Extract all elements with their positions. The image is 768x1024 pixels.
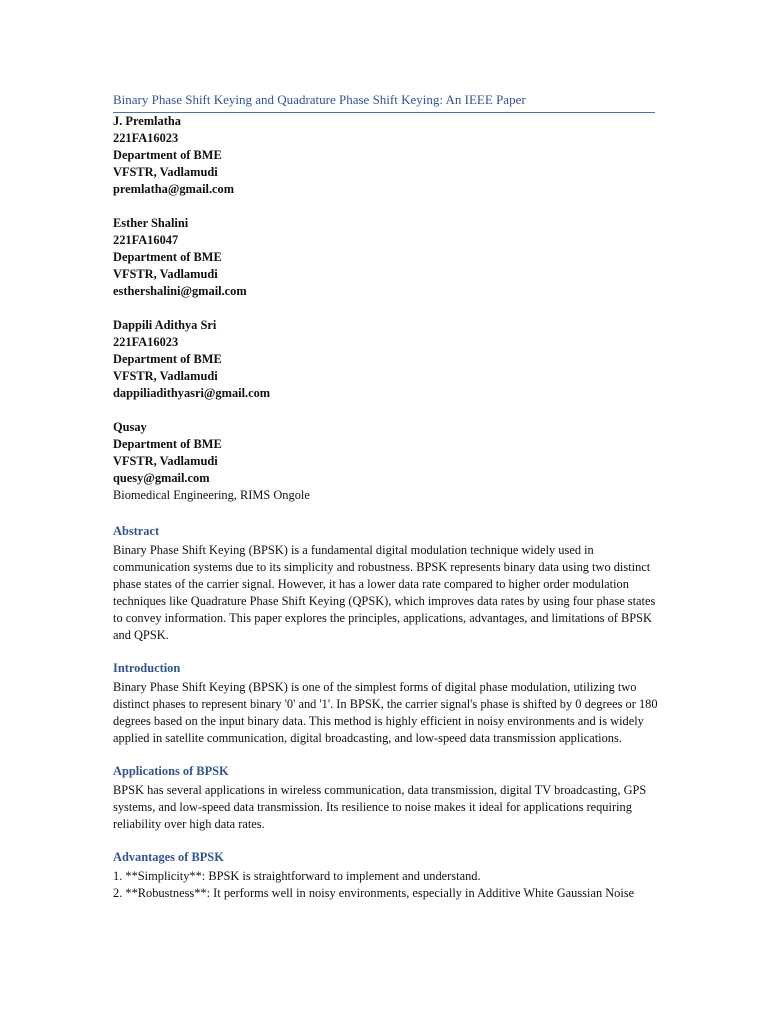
author-email: quesy@gmail.com (113, 471, 210, 485)
paper-body (113, 522, 661, 917)
author-id: 221FA16023 (113, 131, 179, 145)
author-id: 221FA16047 (113, 233, 179, 247)
author-department: Department of BME (113, 250, 222, 264)
list-item: 2. **Robustness**: It performs well in noisy environments, especially in Additive White Gaussian Noise (113, 886, 635, 900)
author-affiliation: Biomedical Engineering, RIMS Ongole (113, 488, 310, 502)
author-name: Dappili Adithya Sri (113, 318, 217, 332)
author-email: esthershalini@gmail.com (113, 284, 247, 298)
paper-title: Binary Phase Shift Keying and Quadrature Phase Shift Keying: An IEEE Paper (113, 92, 526, 107)
author-entry (113, 215, 673, 300)
author-institution: VFSTR, Vadlamudi (113, 454, 218, 468)
applications-section (113, 762, 661, 833)
list-item: 1. **Simplicity**: BPSK is straightforward to implement and understand. (113, 869, 481, 883)
section-heading: Applications of BPSK (113, 764, 229, 778)
author-department: Department of BME (113, 352, 222, 366)
advantages-section (113, 848, 661, 902)
author-department: Department of BME (113, 148, 222, 162)
author-institution: VFSTR, Vadlamudi (113, 369, 218, 383)
introduction-section (113, 659, 661, 747)
author-name: J. Premlatha (113, 114, 181, 128)
abstract-text: Binary Phase Shift Keying (BPSK) is a fundamental digital modulation technique widely used in communication systems due to its simplicity and robustness. BPSK represents binary data using two distinct phase states of the carrier signal. However, it has a lower data rate compared to higher order modulation techniques like Quadrature Phase Shift Keying (QPSK), which improves data rates by using four phase states to convey information. This paper explores the principles, applications, advantages, and limitations of BPSK and QPSK. (113, 543, 656, 642)
author-name: Esther Shalini (113, 216, 189, 230)
author-block (113, 113, 673, 504)
section-heading: Introduction (113, 661, 181, 675)
abstract-section (113, 522, 661, 644)
author-email: premlatha@gmail.com (113, 182, 235, 196)
author-institution: VFSTR, Vadlamudi (113, 267, 218, 281)
author-entry (113, 419, 673, 504)
author-name: Qusay (113, 420, 147, 434)
section-heading: Advantages of BPSK (113, 850, 224, 864)
author-department: Department of BME (113, 437, 222, 451)
author-entry (113, 113, 673, 198)
author-institution: VFSTR, Vadlamudi (113, 165, 218, 179)
section-heading: Abstract (113, 524, 160, 538)
author-id: 221FA16023 (113, 335, 179, 349)
author-email: dappiliadithyasri@gmail.com (113, 386, 271, 400)
applications-text: BPSK has several applications in wireless communication, data transmission, digital TV broadcasting, GPS systems, and low-speed data transmission. Its resilience to noise makes it ideal for applications requiring reliability over high data rates. (113, 783, 647, 831)
introduction-text: Binary Phase Shift Keying (BPSK) is one of the simplest forms of digital phase modulation, utilizing two distinct phases to represent binary '0' and '1'. In BPSK, the carrier signal's phase is shifted by 0 degrees or 180 degrees based on the input binary data. This method is highly efficient in noisy environments and is widely applied in satellite communication, digital broadcasting, and low-speed data transmission applications. (113, 680, 658, 745)
author-entry (113, 317, 673, 402)
